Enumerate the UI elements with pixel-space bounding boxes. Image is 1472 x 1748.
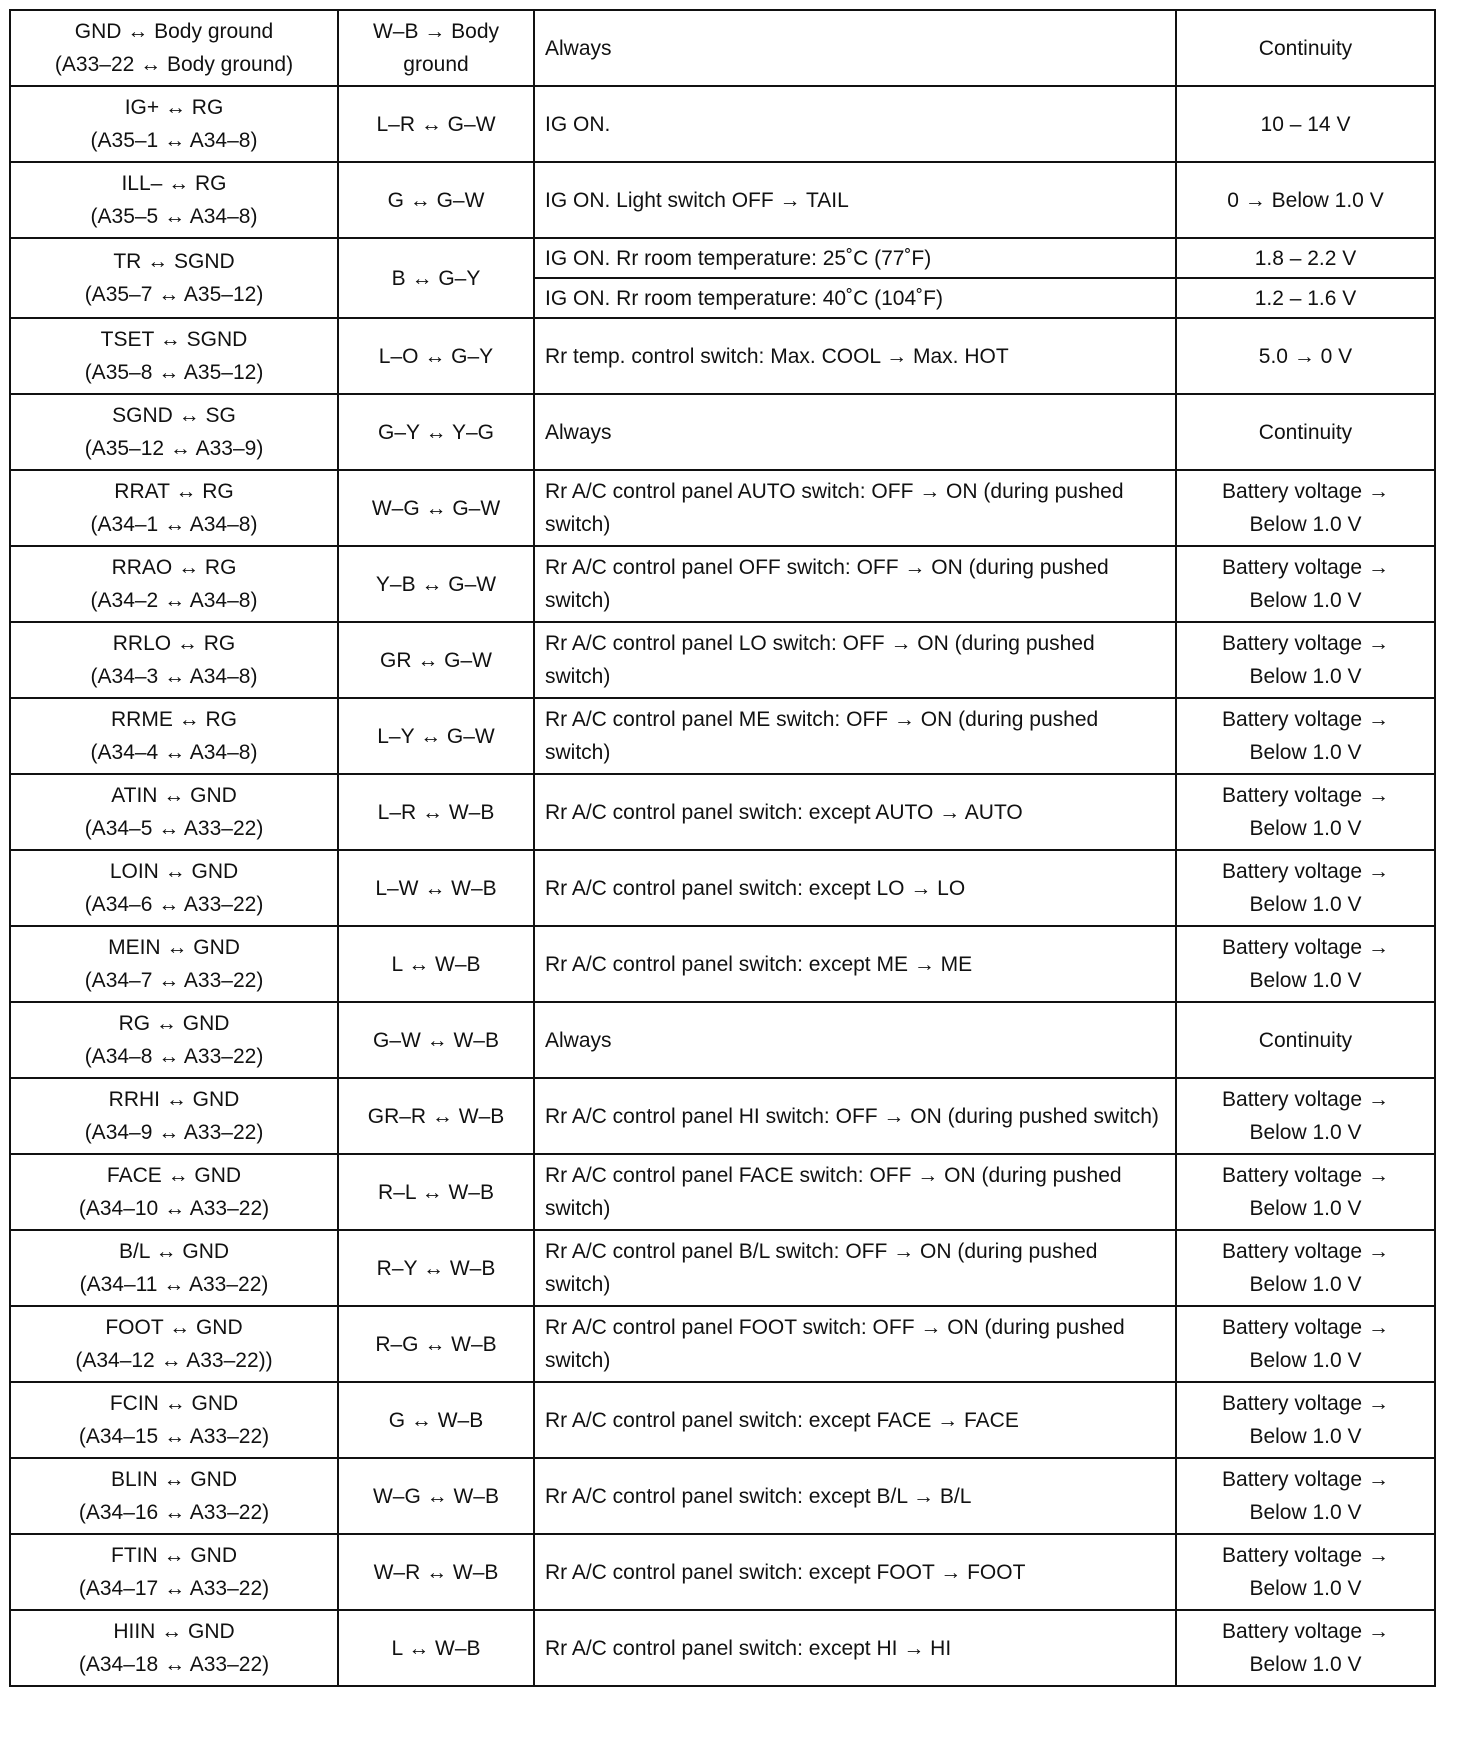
condition-text: Rr temp. control switch: Max. COOL → Max. HOT bbox=[545, 344, 1009, 368]
specified-condition-text: Below 1.0 V bbox=[1249, 817, 1362, 840]
wiring-color-text: GR–R ↔ W–B bbox=[367, 1104, 505, 1128]
table-row bbox=[10, 162, 1435, 238]
condition-text: Rr A/C control panel switch: except ME → ME bbox=[545, 952, 973, 976]
wiring-color-text: L–R ↔ W–B bbox=[377, 800, 495, 824]
wiring-color-cell bbox=[338, 622, 534, 698]
specified-condition-text: Battery voltage → bbox=[1222, 632, 1389, 655]
condition-cell bbox=[534, 10, 1176, 86]
specified-condition-text: Battery voltage → bbox=[1222, 1316, 1389, 1339]
table-row bbox=[10, 622, 1435, 698]
terminal-cell bbox=[10, 774, 338, 850]
specified-condition-text: 10 – 14 V bbox=[1260, 112, 1351, 136]
terminal-cell bbox=[10, 1154, 338, 1230]
table-row bbox=[10, 546, 1435, 622]
terminal-text: RRAO ↔ RG bbox=[111, 556, 237, 579]
terminal-text: (A35–1 ↔ A34–8) bbox=[90, 129, 258, 152]
specified-condition-cell bbox=[1176, 318, 1435, 394]
condition-cell bbox=[534, 774, 1176, 850]
condition-cell bbox=[534, 698, 1176, 774]
terminal-cell bbox=[10, 622, 338, 698]
specified-condition-cell bbox=[1176, 926, 1435, 1002]
specified-condition-text: Battery voltage → bbox=[1222, 1544, 1389, 1567]
specified-condition-cell bbox=[1176, 698, 1435, 774]
terminal-text: (A33–22 ↔ Body ground) bbox=[54, 53, 294, 76]
terminal-cell bbox=[10, 1610, 338, 1686]
terminal-text: (A34–12 ↔ A33–22)) bbox=[75, 1349, 273, 1372]
terminal-text: RRME ↔ RG bbox=[111, 708, 237, 731]
specified-condition-text: Below 1.0 V bbox=[1249, 665, 1362, 688]
specified-condition-cell bbox=[1176, 1534, 1435, 1610]
wiring-color-text: W–R ↔ W–B bbox=[373, 1560, 499, 1584]
wiring-color-text: R–L ↔ W–B bbox=[378, 1180, 494, 1204]
terminal-text: ATIN ↔ GND bbox=[111, 784, 237, 807]
terminal-text: (A35–5 ↔ A34–8) bbox=[90, 205, 258, 228]
terminal-text: (A34–16 ↔ A33–22) bbox=[78, 1501, 270, 1524]
wiring-color-cell bbox=[338, 318, 534, 394]
condition-cell bbox=[534, 850, 1176, 926]
specified-condition-cell bbox=[1176, 278, 1435, 318]
specified-condition-text: Continuity bbox=[1258, 420, 1353, 444]
specified-condition-text: Below 1.0 V bbox=[1249, 513, 1362, 536]
wiring-color-cell bbox=[338, 86, 534, 162]
terminal-cell bbox=[10, 546, 338, 622]
terminal-text: RRLO ↔ RG bbox=[112, 632, 236, 655]
terminal-text: (A34–4 ↔ A34–8) bbox=[90, 741, 258, 764]
wiring-color-text: R–Y ↔ W–B bbox=[376, 1256, 496, 1280]
terminal-text: (A34–1 ↔ A34–8) bbox=[90, 513, 258, 536]
condition-text: Rr A/C control panel B/L switch: OFF → ON (during pushed switch) bbox=[545, 1240, 1098, 1296]
specified-condition-cell bbox=[1176, 1306, 1435, 1382]
terminal-text: (A34–2 ↔ A34–8) bbox=[90, 589, 258, 612]
wiring-color-text: L–O ↔ G–Y bbox=[378, 344, 494, 368]
table-row bbox=[10, 238, 1435, 278]
condition-text: IG ON. Rr room temperature: 40˚C (104˚F) bbox=[545, 286, 943, 310]
wiring-color-cell bbox=[338, 698, 534, 774]
condition-cell bbox=[534, 394, 1176, 470]
terminal-inspection-table bbox=[9, 9, 1436, 1687]
specified-condition-text: 5.0 → 0 V bbox=[1258, 344, 1353, 368]
wiring-color-cell bbox=[338, 470, 534, 546]
specified-condition-cell bbox=[1176, 622, 1435, 698]
terminal-text: BLIN ↔ GND bbox=[110, 1468, 238, 1491]
terminal-text: (A34–18 ↔ A33–22) bbox=[78, 1653, 270, 1676]
terminal-text: RG ↔ GND bbox=[118, 1012, 230, 1035]
terminal-text: (A34–6 ↔ A33–22) bbox=[84, 893, 264, 916]
wiring-color-text: Y–B ↔ G–W bbox=[375, 572, 497, 596]
table-row bbox=[10, 1610, 1435, 1686]
specified-condition-text: Battery voltage → bbox=[1222, 1620, 1389, 1643]
table-row bbox=[10, 698, 1435, 774]
terminal-cell bbox=[10, 1458, 338, 1534]
terminal-text: FCIN ↔ GND bbox=[109, 1392, 239, 1415]
terminal-cell bbox=[10, 470, 338, 546]
terminal-cell bbox=[10, 162, 338, 238]
terminal-text: (A34–7 ↔ A33–22) bbox=[84, 969, 264, 992]
table-row bbox=[10, 774, 1435, 850]
wiring-color-text: ground bbox=[403, 53, 469, 76]
terminal-text: LOIN ↔ GND bbox=[109, 860, 239, 883]
condition-cell bbox=[534, 86, 1176, 162]
specified-condition-text: Continuity bbox=[1258, 1028, 1353, 1052]
condition-cell bbox=[534, 622, 1176, 698]
wiring-color-text: L ↔ W–B bbox=[391, 952, 481, 976]
specified-condition-text: 0 → Below 1.0 V bbox=[1227, 188, 1384, 212]
specified-condition-cell bbox=[1176, 1610, 1435, 1686]
table-row bbox=[10, 470, 1435, 546]
condition-cell bbox=[534, 1230, 1176, 1306]
specified-condition-cell bbox=[1176, 774, 1435, 850]
wiring-color-text: G–W ↔ W–B bbox=[372, 1028, 499, 1052]
terminal-text: (A34–5 ↔ A33–22) bbox=[84, 817, 264, 840]
specified-condition-cell bbox=[1176, 394, 1435, 470]
specified-condition-cell bbox=[1176, 1382, 1435, 1458]
condition-cell bbox=[534, 926, 1176, 1002]
terminal-text: TSET ↔ SGND bbox=[100, 328, 248, 351]
table-row bbox=[10, 1306, 1435, 1382]
table-row bbox=[10, 318, 1435, 394]
wiring-color-text: GR ↔ G–W bbox=[379, 648, 492, 672]
specified-condition-text: Below 1.0 V bbox=[1249, 1577, 1362, 1600]
specified-condition-text: Below 1.0 V bbox=[1249, 741, 1362, 764]
terminal-cell bbox=[10, 1078, 338, 1154]
wiring-color-cell bbox=[338, 926, 534, 1002]
condition-text: Rr A/C control panel FOOT switch: OFF → ON (during pushed switch) bbox=[545, 1316, 1125, 1372]
specified-condition-text: 1.8 – 2.2 V bbox=[1254, 246, 1357, 270]
specified-condition-text: Below 1.0 V bbox=[1249, 1349, 1362, 1372]
condition-text: Rr A/C control panel switch: except HI → HI bbox=[545, 1636, 952, 1660]
wiring-color-cell bbox=[338, 1306, 534, 1382]
terminal-text: (A34–11 ↔ A33–22) bbox=[79, 1273, 269, 1296]
wiring-color-cell bbox=[338, 10, 534, 86]
wiring-color-cell bbox=[338, 546, 534, 622]
terminal-cell bbox=[10, 698, 338, 774]
specified-condition-cell bbox=[1176, 1078, 1435, 1154]
wiring-color-text: L–Y ↔ G–W bbox=[377, 724, 495, 748]
wiring-color-cell bbox=[338, 774, 534, 850]
specified-condition-text: Below 1.0 V bbox=[1249, 1653, 1362, 1676]
specified-condition-cell bbox=[1176, 86, 1435, 162]
terminal-text: IG+ ↔ RG bbox=[124, 96, 224, 119]
specified-condition-text: Battery voltage → bbox=[1222, 1088, 1389, 1111]
wiring-color-text: W–G ↔ W–B bbox=[372, 1484, 499, 1508]
terminal-cell bbox=[10, 1306, 338, 1382]
specified-condition-cell bbox=[1176, 1154, 1435, 1230]
condition-text: Rr A/C control panel AUTO switch: OFF → ON (during pushed switch) bbox=[545, 480, 1124, 536]
condition-text: Rr A/C control panel ME switch: OFF → ON (during pushed switch) bbox=[545, 708, 1099, 764]
terminal-text: MEIN ↔ GND bbox=[108, 936, 240, 959]
specified-condition-text: Below 1.0 V bbox=[1249, 589, 1362, 612]
specified-condition-text: Battery voltage → bbox=[1222, 708, 1389, 731]
wiring-color-cell bbox=[338, 1458, 534, 1534]
condition-cell bbox=[534, 278, 1176, 318]
specified-condition-cell bbox=[1176, 546, 1435, 622]
condition-text: IG ON. Rr room temperature: 25˚C (77˚F) bbox=[545, 246, 932, 270]
terminal-text: SGND ↔ SG bbox=[112, 404, 236, 427]
terminal-text: ILL– ↔ RG bbox=[121, 172, 227, 195]
wiring-color-text: L–R ↔ G–W bbox=[376, 112, 496, 136]
specified-condition-text: Below 1.0 V bbox=[1249, 1197, 1362, 1220]
specified-condition-text: Battery voltage → bbox=[1222, 1164, 1389, 1187]
condition-cell bbox=[534, 1306, 1176, 1382]
wiring-color-text: G ↔ G–W bbox=[387, 188, 485, 212]
terminal-cell bbox=[10, 318, 338, 394]
condition-cell bbox=[534, 1610, 1176, 1686]
condition-cell bbox=[534, 1154, 1176, 1230]
table-row bbox=[10, 1230, 1435, 1306]
condition-text: Rr A/C control panel switch: except B/L → B/L bbox=[545, 1484, 972, 1508]
specified-condition-cell bbox=[1176, 470, 1435, 546]
specified-condition-text: Below 1.0 V bbox=[1249, 1121, 1362, 1144]
wiring-color-text: G–Y ↔ Y–G bbox=[378, 420, 494, 444]
wiring-color-text: W–G ↔ G–W bbox=[371, 496, 501, 520]
specified-condition-cell bbox=[1176, 162, 1435, 238]
condition-text: Always bbox=[545, 36, 612, 60]
terminal-cell bbox=[10, 394, 338, 470]
condition-text: Rr A/C control panel switch: except FACE → FACE bbox=[545, 1408, 1019, 1432]
table-body bbox=[10, 10, 1435, 1686]
terminal-text: RRHI ↔ GND bbox=[108, 1088, 240, 1111]
condition-text: Rr A/C control panel switch: except FOOT → FOOT bbox=[545, 1560, 1026, 1584]
table-row bbox=[10, 1534, 1435, 1610]
table-row bbox=[10, 1382, 1435, 1458]
terminal-cell bbox=[10, 1382, 338, 1458]
wiring-color-cell bbox=[338, 1610, 534, 1686]
table-row bbox=[10, 1078, 1435, 1154]
specified-condition-text: Below 1.0 V bbox=[1249, 1273, 1362, 1296]
condition-cell bbox=[534, 318, 1176, 394]
table-row bbox=[10, 1458, 1435, 1534]
condition-text: Rr A/C control panel LO switch: OFF → ON (during pushed switch) bbox=[545, 632, 1095, 688]
condition-text: IG ON. bbox=[545, 112, 611, 136]
terminal-text: (A34–3 ↔ A34–8) bbox=[90, 665, 258, 688]
specified-condition-text: Below 1.0 V bbox=[1249, 893, 1362, 916]
condition-cell bbox=[534, 1534, 1176, 1610]
specified-condition-text: Below 1.0 V bbox=[1249, 1425, 1362, 1448]
specified-condition-text: Battery voltage → bbox=[1222, 860, 1389, 883]
wiring-color-cell bbox=[338, 1002, 534, 1078]
wiring-color-text: L ↔ W–B bbox=[391, 1636, 481, 1660]
specified-condition-cell bbox=[1176, 10, 1435, 86]
terminal-text: HIIN ↔ GND bbox=[113, 1620, 235, 1643]
terminal-text: (A34–10 ↔ A33–22) bbox=[78, 1197, 270, 1220]
wiring-color-cell bbox=[338, 162, 534, 238]
specified-condition-text: Battery voltage → bbox=[1222, 1392, 1389, 1415]
terminal-text: FOOT ↔ GND bbox=[105, 1316, 243, 1339]
specified-condition-text: Battery voltage → bbox=[1222, 1240, 1389, 1263]
terminal-text: FACE ↔ GND bbox=[106, 1164, 242, 1187]
specified-condition-text: Battery voltage → bbox=[1222, 556, 1389, 579]
wiring-color-cell bbox=[338, 850, 534, 926]
terminal-text: B/L ↔ GND bbox=[118, 1240, 230, 1263]
table-row bbox=[10, 850, 1435, 926]
condition-text: Always bbox=[545, 1028, 612, 1052]
wiring-color-text: B ↔ G–Y bbox=[391, 266, 481, 290]
condition-text: Rr A/C control panel OFF switch: OFF → ON (during pushed switch) bbox=[545, 556, 1109, 612]
terminal-text: (A35–12 ↔ A33–9) bbox=[84, 437, 264, 460]
terminal-text: GND ↔ Body ground bbox=[74, 20, 274, 43]
specified-condition-text: Battery voltage → bbox=[1222, 480, 1389, 503]
specified-condition-cell bbox=[1176, 1230, 1435, 1306]
terminal-text: (A34–8 ↔ A33–22) bbox=[84, 1045, 264, 1068]
condition-text: Rr A/C control panel switch: except LO → LO bbox=[545, 876, 966, 900]
terminal-cell bbox=[10, 850, 338, 926]
table-row bbox=[10, 10, 1435, 86]
terminal-text: (A34–17 ↔ A33–22) bbox=[78, 1577, 270, 1600]
terminal-text: (A34–9 ↔ A33–22) bbox=[84, 1121, 264, 1144]
specified-condition-text: Battery voltage → bbox=[1222, 784, 1389, 807]
wiring-color-text: W–B → Body bbox=[372, 20, 500, 43]
specified-condition-text: Below 1.0 V bbox=[1249, 1501, 1362, 1524]
wiring-color-cell bbox=[338, 394, 534, 470]
terminal-text: TR ↔ SGND bbox=[113, 250, 235, 273]
specified-condition-cell bbox=[1176, 1458, 1435, 1534]
table-row bbox=[10, 1154, 1435, 1230]
specified-condition-text: Below 1.0 V bbox=[1249, 969, 1362, 992]
terminal-cell bbox=[10, 10, 338, 86]
specified-condition-cell bbox=[1176, 850, 1435, 926]
condition-cell bbox=[534, 1382, 1176, 1458]
wiring-color-cell bbox=[338, 1078, 534, 1154]
condition-cell bbox=[534, 470, 1176, 546]
condition-text: Always bbox=[545, 420, 612, 444]
terminal-text: (A34–15 ↔ A33–22) bbox=[78, 1425, 270, 1448]
specified-condition-text: Battery voltage → bbox=[1222, 1468, 1389, 1491]
terminal-cell bbox=[10, 238, 338, 318]
specified-condition-cell bbox=[1176, 1002, 1435, 1078]
wiring-color-cell bbox=[338, 1230, 534, 1306]
terminal-text: (A35–8 ↔ A35–12) bbox=[84, 361, 264, 384]
wiring-color-text: G ↔ W–B bbox=[388, 1408, 484, 1432]
condition-text: Rr A/C control panel HI switch: OFF → ON (during pushed switch) bbox=[545, 1104, 1159, 1128]
condition-text: Rr A/C control panel FACE switch: OFF → ON (during pushed switch) bbox=[545, 1164, 1122, 1220]
condition-cell bbox=[534, 1002, 1176, 1078]
specified-condition-cell bbox=[1176, 238, 1435, 278]
terminal-text: FTIN ↔ GND bbox=[111, 1544, 237, 1567]
table-row bbox=[10, 1002, 1435, 1078]
terminal-cell bbox=[10, 1230, 338, 1306]
table-row bbox=[10, 394, 1435, 470]
wiring-color-cell bbox=[338, 1382, 534, 1458]
wiring-color-cell bbox=[338, 238, 534, 318]
wiring-color-text: L–W ↔ W–B bbox=[375, 876, 497, 900]
terminal-cell bbox=[10, 1002, 338, 1078]
table-row bbox=[10, 86, 1435, 162]
table-row bbox=[10, 926, 1435, 1002]
terminal-text: (A35–7 ↔ A35–12) bbox=[84, 283, 264, 306]
condition-cell bbox=[534, 546, 1176, 622]
condition-cell bbox=[534, 1078, 1176, 1154]
terminal-cell bbox=[10, 1534, 338, 1610]
wiring-color-cell bbox=[338, 1534, 534, 1610]
condition-cell bbox=[534, 1458, 1176, 1534]
specified-condition-text: Battery voltage → bbox=[1222, 936, 1389, 959]
condition-text: IG ON. Light switch OFF → TAIL bbox=[545, 188, 849, 212]
wiring-color-cell bbox=[338, 1154, 534, 1230]
terminal-text: RRAT ↔ RG bbox=[114, 480, 234, 503]
condition-cell bbox=[534, 162, 1176, 238]
specified-condition-text: 1.2 – 1.6 V bbox=[1254, 286, 1357, 310]
wiring-color-text: R–G ↔ W–B bbox=[375, 1332, 497, 1356]
specified-condition-text: Continuity bbox=[1258, 36, 1353, 60]
condition-cell bbox=[534, 238, 1176, 278]
condition-text: Rr A/C control panel switch: except AUTO → AUTO bbox=[545, 800, 1023, 824]
terminal-cell bbox=[10, 926, 338, 1002]
terminal-cell bbox=[10, 86, 338, 162]
